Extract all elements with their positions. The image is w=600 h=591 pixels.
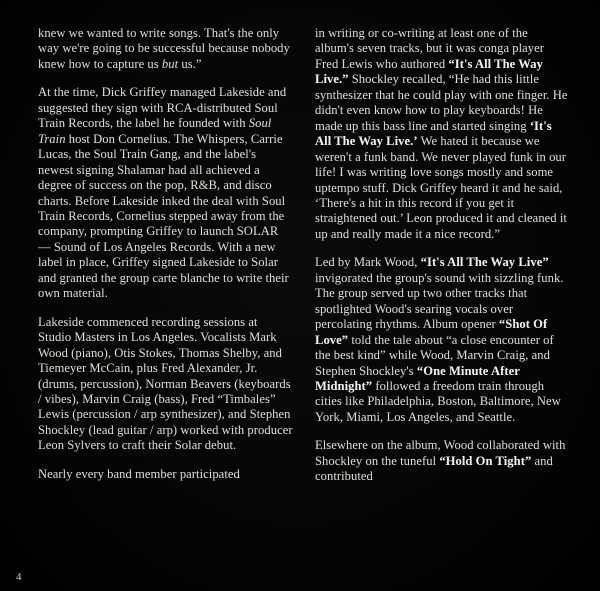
paragraph [38, 315, 293, 454]
text-run: We hated it because we weren't a funk band. We never played funk in our life! I was writing love songs mostly and some uptempo stuff. Dick Griffey heard it and he said, ‘There's a hit in this record if you get it straightened out.’ Leon produced it and cleaned it up and really made it a nice record.” [315, 134, 567, 241]
text-run: Lakeside commenced recording sessions at Studio Masters in Los Angeles. Vocalists Mark Wood (piano), Otis Stokes, Thomas Shelby, and Tiemeyer McCain, plus Fred Alexander, Jr. (drums, percussion), Norman Beavers (keyboards / vibes), Marvin Craig (bass), Fred “Timbales” Lewis (percussion / arp synthesizer), and Stephen Shockley (lead guitar / arp) worked with producer Leon Sylvers to craft their Solar debut. [38, 314, 293, 453]
text-run: in writing or co-writing at least one of the album's seven tracks, but it was conga player Fred Lewis who authored [315, 26, 545, 71]
bold-run: “One Minute After Midnight” [315, 363, 520, 393]
text-run: invigorated the group's sound with sizzling funk. The group served up two other tracks that spotlighted Wood's searing vocals over percolating rhythms. Album opener [315, 270, 564, 332]
text-run: followed a freedom train through cities like Philadelphia, Boston, Baltimore, New York, Miami, Los Angeles, and Seattle. [315, 378, 561, 424]
text-run: At the time, Dick Griffey managed Lakeside and suggested they sign with RCA-distributed Soul Train Records, the label he founded with [38, 85, 287, 131]
text-columns [38, 26, 570, 485]
text-run: Shockley recalled, “He had this little synthesizer that he could play with one finger. He didn't even know how to play keyboards! He made up this bass line and started singing [315, 72, 568, 133]
paragraph [38, 467, 293, 482]
italic-run: Soul Train [38, 116, 272, 146]
bold-run: “It's All The Way Live.” [315, 56, 543, 87]
paragraph [315, 438, 568, 484]
paragraph [315, 255, 568, 425]
page-number: 4 [16, 571, 22, 583]
left-column [38, 26, 293, 485]
bold-run: ‘It's All The Way Live.’ [315, 118, 552, 149]
text-run: host Don Cornelius. The Whispers, Carrie Lucas, the Soul Train Gang, and the label's newest signing Shalamar had all achieved a degree of success on the pop, R&B, and disco charts. Before Lakeside inked the deal with Soul Train Records, Cornelius stepped away from the company, prompting Griffey to launch SOLAR — Sound of Los Angeles Records. With a new label in place, Griffey signed Lakeside to Solar and granted the group carte blanche to write their own material. [38, 131, 289, 301]
text-run: Elsewhere on the album, Wood collaborated with Shockley on the tuneful [315, 438, 566, 468]
paragraph [38, 26, 293, 72]
text-run: Led by Mark Wood, [315, 255, 421, 270]
text-run: knew we wanted to write songs. That's the only way we're going to be successful because nobody knew how to capture us [38, 26, 290, 71]
right-column [315, 26, 568, 485]
text-run: Nearly every band member participated [38, 466, 240, 481]
bold-run: “Shot Of Love” [315, 317, 548, 347]
paragraph [315, 26, 568, 242]
bold-run: “Hold On Tight” [439, 453, 532, 468]
paragraph [38, 85, 293, 301]
text-run: told the tale about “a close encounter of the best kind” while Wood, Marvin Craig, and Stephen Shockley's [315, 332, 554, 378]
text-run: us.” [178, 56, 202, 71]
italic-run: but [161, 56, 179, 71]
bold-run: “It's All The Way Live” [420, 255, 549, 270]
text-run: and contributed [315, 453, 553, 484]
